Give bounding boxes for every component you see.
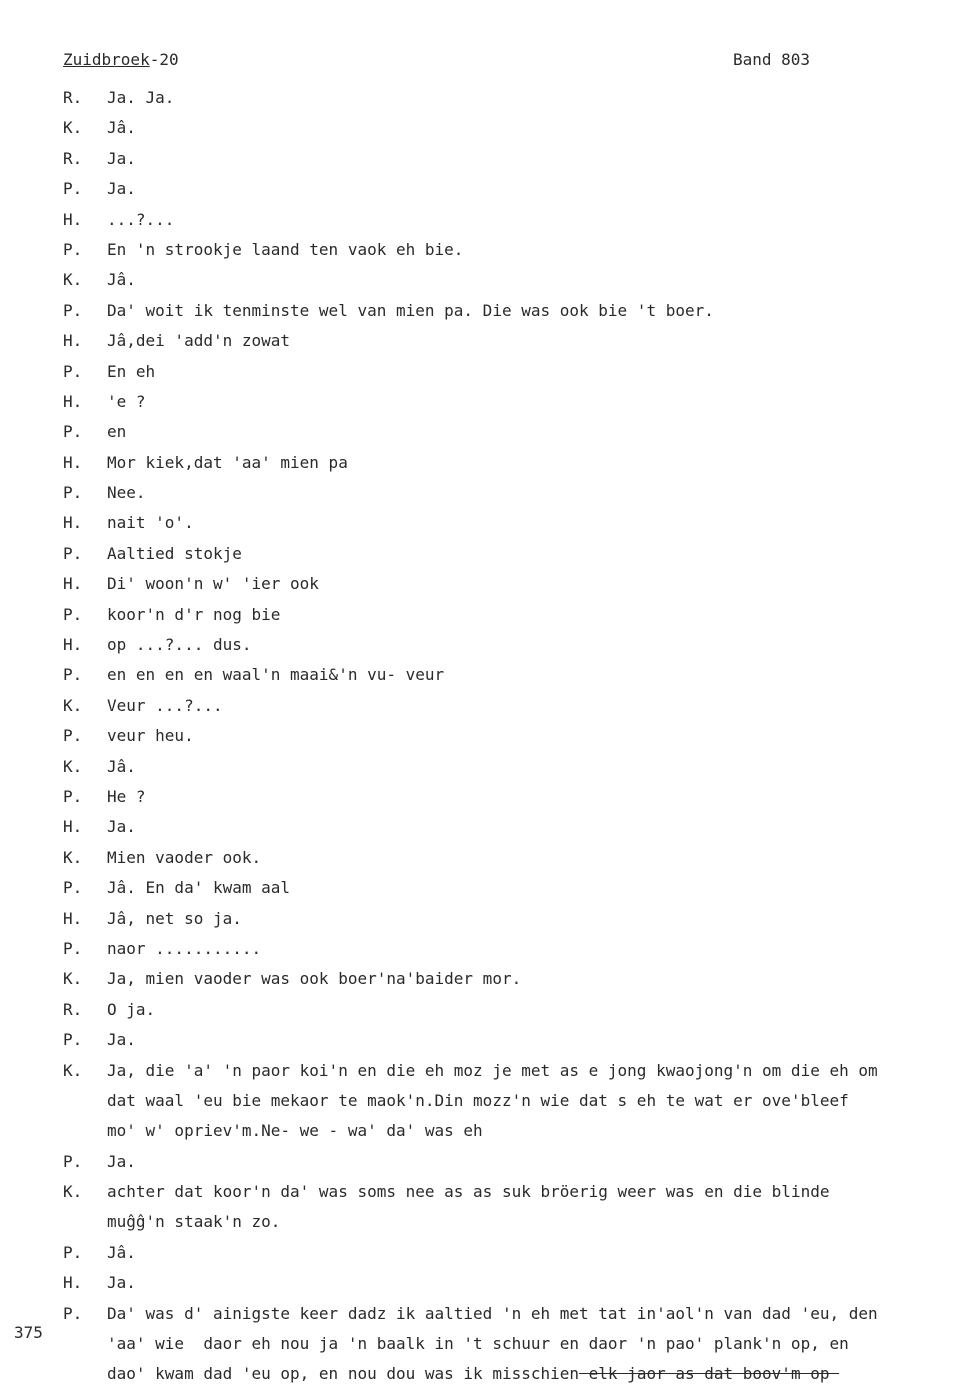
utterance-text [107,265,136,295]
utterance-content: Da' was d' ainigste keer dadz ik aaltied 'n eh met tat in'aol'n van dad 'eu, den [107,1303,878,1323]
utterance-content: Ja, die 'a' 'n paor koi'n en die eh moz je met as e jong kwaojong'n om die eh om [107,1060,878,1080]
utterance-content: dat waal 'eu bie mekaor te maok'n.Din mozz'n wie dat s eh te wat er ove'bleef [107,1090,849,1110]
utterance-content: Ja, mien vaoder was ook boer'na'baider mor. [107,969,522,989]
transcript-line [63,1147,963,1177]
speaker-label: R. [63,148,83,168]
transcript-line [63,1329,963,1359]
speaker-label: P. [63,300,83,320]
utterance-text [107,174,136,204]
transcript-line [63,1177,963,1207]
speaker-label: K. [63,969,83,989]
utterance-content: op ...?... dus. [107,635,252,655]
utterance-content: Jâ. En da' kwam aal [107,878,291,898]
utterance-text [107,995,155,1025]
transcript-line [63,417,963,447]
utterance-content: Jâ. [107,756,136,776]
speaker-label: P. [63,938,83,958]
utterance-text [107,83,174,113]
transcript-line [63,174,963,204]
utterance-content: Aaltied stokje [107,543,242,563]
utterance-text [107,1086,849,1116]
transcript-line [63,539,963,569]
speaker-label: H. [63,513,83,533]
utterance-text [107,964,521,994]
utterance-text [107,235,463,265]
transcript-line [63,1056,963,1086]
utterance-content: Ja. [107,817,136,837]
speaker-label: H. [63,1273,83,1293]
utterance-text [107,934,261,964]
transcript-line [63,265,963,295]
transcript-line [63,1116,963,1146]
utterance-text [107,326,290,356]
recording-number: -20 [149,50,179,69]
transcript-line [63,296,963,326]
speaker-label: H. [63,635,83,655]
transcript-line [63,630,963,660]
speaker-label: P. [63,422,83,442]
speaker-label: P. [63,1030,83,1050]
utterance-text [107,357,155,387]
speaker-label: R. [63,999,83,1019]
utterance-text [107,417,126,447]
utterance-text [107,1025,136,1055]
speaker-label: P. [63,361,83,381]
transcript-line [63,782,963,812]
transcript-line [63,934,963,964]
transcript-line [63,235,963,265]
utterance-content: nait 'o'. [107,513,194,533]
transcript-line [63,752,963,782]
transcript-line [63,113,963,143]
transcript-line [63,1025,963,1055]
speaker-label: P. [63,786,83,806]
transcript-line [63,721,963,751]
utterance-text [107,144,136,174]
utterance-text [107,1299,878,1329]
speaker-label: H. [63,391,83,411]
speaker-label: P. [63,665,83,685]
transcript-line [63,326,963,356]
speaker-label: H. [63,452,83,472]
utterance-content: Ja. [107,1151,136,1171]
utterance-text [107,752,136,782]
transcript-line [63,448,963,478]
margin-line-number: 375 [14,1323,43,1342]
utterance-content: Ja. [107,179,136,199]
transcript-line [63,660,963,690]
utterance-content: veur heu. [107,726,194,746]
speaker-label: K. [63,695,83,715]
utterance-text [107,1177,829,1207]
utterance-content: Jâ, net so ja. [107,908,242,928]
transcript-line [63,812,963,842]
utterance-content: Di' woon'n w' 'ier ook [107,574,319,594]
utterance-content: 'aa' wie daor eh nou ja 'n baalk in 't schuur en daor 'n pao' plank'n op, en [107,1334,849,1354]
utterance-text [107,296,714,326]
utterance-text [107,1056,878,1086]
transcript-line [63,144,963,174]
speaker-label: K. [63,847,83,867]
utterance-content: Nee. [107,483,146,503]
utterance-content: koor'n d'r nog bie [107,604,281,624]
utterance-text [107,812,136,842]
utterance-content: Jâ. [107,1242,136,1262]
place-name: Zuidbroek [63,50,150,69]
utterance-text [107,387,146,417]
utterance-content: Ja. Ja. [107,88,175,107]
transcript-line [63,478,963,508]
utterance-content: He ? [107,786,146,806]
transcript-line [63,387,963,417]
utterance-text [107,691,223,721]
utterance-content: Jâ. [107,270,136,290]
utterance-text [107,630,252,660]
utterance-content: En eh [107,361,156,381]
utterance-text [107,205,174,235]
transcript-line [63,1086,963,1116]
utterance-content: Jâ. [107,118,136,138]
utterance-content: en en en en waal'n maai&'n vu- veur [107,665,445,685]
transcript-line [63,357,963,387]
transcript-line [63,995,963,1025]
utterance-content: Mien vaoder ook. [107,847,262,867]
speaker-label: P. [63,483,83,503]
utterance-content: 'e ? [107,391,146,411]
utterance-text [107,600,280,630]
utterance-text [107,721,194,751]
tape-label: Band 803 [733,50,811,69]
transcript-line [63,1268,963,1298]
utterance-text [107,508,194,538]
transcript-line [63,569,963,599]
utterance-text [107,782,146,812]
transcript [63,83,963,1390]
speaker-label: H. [63,209,83,229]
speaker-label: P. [63,604,83,624]
utterance-content: Ja. [107,1030,136,1050]
utterance-text [107,478,146,508]
transcript-line [63,83,963,113]
speaker-label: K. [63,756,83,776]
speaker-label: P. [63,543,83,563]
document-header-location [63,50,179,69]
utterance-content: naor ........... [107,938,262,958]
utterance-content: Da' woit ik tenminste wel van mien pa. Die was ook bie 't boer. [107,300,714,320]
speaker-label: K. [63,270,83,290]
utterance-text [107,904,242,934]
utterance-text [107,569,319,599]
utterance-text [107,873,290,903]
utterance-content: O ja. [107,999,156,1019]
transcript-line [63,1359,963,1389]
speaker-label: K. [63,1060,83,1080]
utterance-text [107,448,348,478]
speaker-label: P. [63,726,83,746]
transcript-line [63,904,963,934]
utterance-text [107,1207,280,1237]
speaker-label: P. [63,1242,83,1262]
speaker-label: P. [63,878,83,898]
speaker-label: H. [63,574,83,594]
utterance-content: Ja. [107,148,136,168]
utterance-content: en [107,422,127,442]
utterance-content: achter dat koor'n da' was soms nee as as suk bröerig weer was en die blinde [107,1182,830,1202]
transcript-line [63,205,963,235]
utterance-text [107,539,242,569]
utterance-content: ...?... [107,209,175,229]
utterance-text [107,1116,483,1146]
transcript-line [63,508,963,538]
utterance-text [107,1329,849,1359]
transcript-line [63,843,963,873]
utterance-text [107,660,444,690]
utterance-text [107,1147,136,1177]
transcript-line [63,1207,963,1237]
speaker-label: P. [63,179,83,199]
utterance-text [107,113,136,143]
utterance-content: dao' kwam dad 'eu op, en nou dou was ik misschien [107,1364,580,1384]
speaker-label: K. [63,1182,83,1202]
speaker-label: H. [63,817,83,837]
utterance-content: muĝĝ'n staak'n zo. [107,1212,281,1232]
transcript-line [63,1299,963,1329]
utterance-content: Mor kiek,dat 'aa' mien pa [107,452,348,472]
transcript-line [63,873,963,903]
utterance-content: Veur ...?... [107,695,223,715]
utterance-content: mo' w' opriev'm.Ne- we - wa' da' was eh [107,1121,483,1141]
utterance-content: En 'n strookje laand ten vaok eh bie. [107,239,464,259]
struck-through-text: elk jaor as dat boov'm op [579,1364,840,1384]
utterance-text [107,1268,136,1298]
utterance-text [107,1238,136,1268]
speaker-label: R. [63,88,83,107]
transcript-line [63,691,963,721]
speaker-label: K. [63,118,83,138]
speaker-label: P. [63,239,83,259]
transcript-line [63,1238,963,1268]
transcript-line [63,964,963,994]
speaker-label: P. [63,1151,83,1171]
utterance-text [107,1359,839,1389]
utterance-content: Ja. [107,1273,136,1293]
speaker-label: H. [63,331,83,351]
utterance-text [107,843,261,873]
speaker-label: H. [63,908,83,928]
utterance-content: Jâ,dei 'add'n zowat [107,331,291,351]
speaker-label: P. [63,1303,83,1323]
transcript-line [63,600,963,630]
